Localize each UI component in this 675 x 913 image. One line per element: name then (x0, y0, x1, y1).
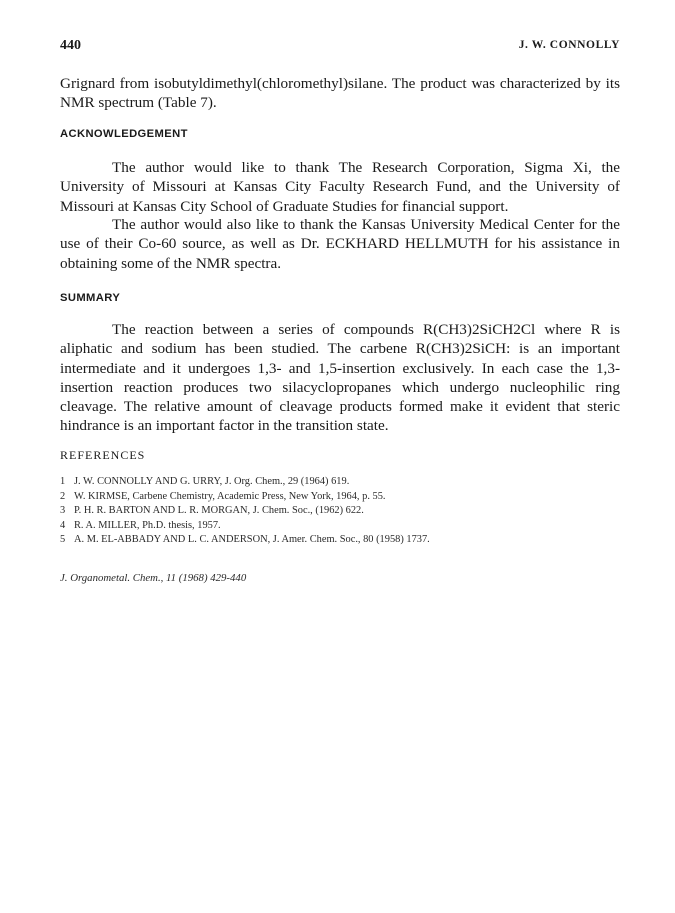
reference-text: R. A. MILLER, Ph.D. thesis, 1957. (74, 519, 221, 531)
reference-text: W. KIRMSE, Carbene Chemistry, Academic Press, New York, 1964, p. 55. (74, 490, 386, 502)
intro-paragraph: Grignard from isobutyldimethyl(chloromethyl)silane. The product was characterized by its NMR spectrum (Table 7). (60, 75, 620, 112)
reference-number: 4 (60, 519, 66, 531)
reference-number: 2 (60, 490, 66, 502)
running-head: J. W. CONNOLLY (518, 39, 620, 51)
acknowledgement-heading: ACKNOWLEDGEMENT (60, 128, 188, 140)
reference-item (60, 504, 620, 519)
summary-heading: SUMMARY (60, 292, 121, 304)
acknowledgement-paragraph-2: The author would also like to thank the Kansas University Medical Center for the use of their Co-60 source, as well as Dr. ECKHARD HELLMUTH for his assistance in obtaining some of the NMR spectra. (60, 216, 620, 272)
reference-text: A. M. EL-ABBADY AND L. C. ANDERSON, J. Amer. Chem. Soc., 80 (1958) 1737. (74, 534, 430, 546)
reference-text: P. H. R. BARTON AND L. R. MORGAN, J. Chem. Soc., (1962) 622. (74, 505, 364, 517)
reference-item (60, 475, 620, 490)
references-heading: REFERENCES (60, 448, 146, 462)
page-header (60, 38, 620, 58)
reference-item (60, 533, 620, 548)
reference-number: 1 (60, 476, 66, 487)
page-number: 440 (60, 38, 81, 53)
acknowledgement-paragraph-1: The author would like to thank The Research Corporation, Sigma Xi, the University of Missouri at Kansas City Faculty Research Fund, and the University of Missouri at Kansas City School of Graduate Studies for financial support. (60, 159, 620, 215)
references-list (60, 475, 620, 548)
reference-number: 5 (60, 534, 66, 546)
reference-number: 3 (60, 505, 66, 517)
journal-citation: J. Organometal. Chem., 11 (1968) 429-440 (60, 572, 247, 584)
reference-item (60, 490, 620, 505)
reference-text: J. W. CONNOLLY AND G. URRY, J. Org. Chem., 29 (1964) 619. (74, 476, 350, 487)
reference-item (60, 519, 620, 534)
summary-paragraph: The reaction between a series of compounds R(CH3)2SiCH2Cl where R is aliphatic and sodium has been studied. The carbene R(CH3)2SiCH: is an important intermediate and it undergoes 1,3- and 1,5-insertion exclusively. In each case the 1,3-insertion reaction produces two silacyclopropanes which undergo nucleophilic ring cleavage. The relative amount of cleavage products formed make it evident that steric hindrance is an important factor in the transition state. (60, 321, 620, 435)
